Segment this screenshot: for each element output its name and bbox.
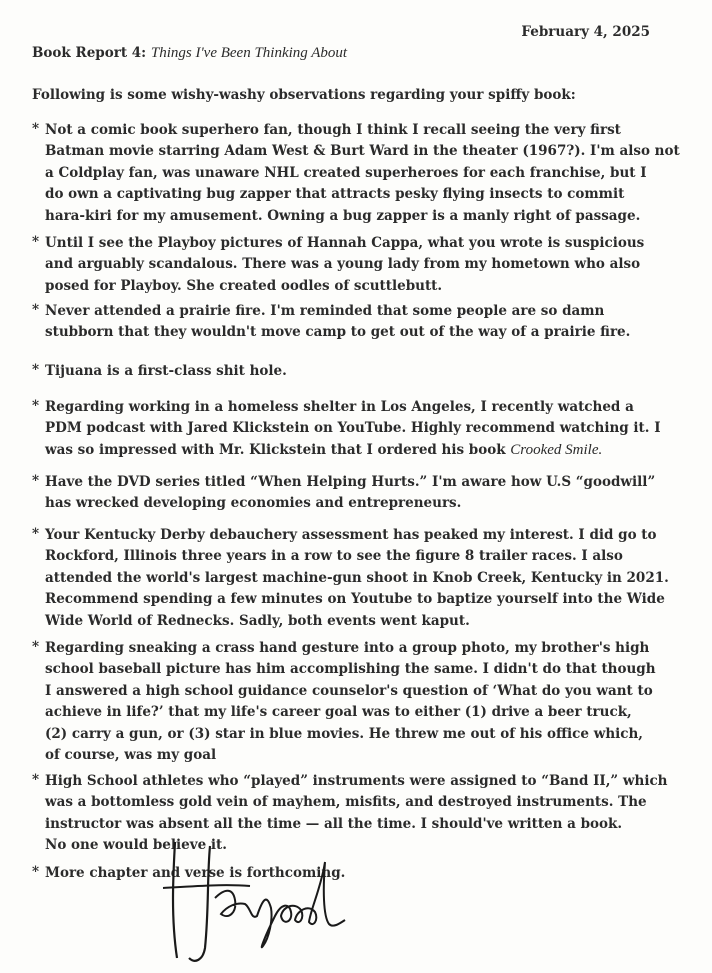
bullet-text bbox=[45, 233, 685, 297]
bullet-line-text: I answered a high school guidance counselor's question of ‘What do you want to bbox=[45, 682, 653, 699]
bullet-text bbox=[45, 361, 685, 382]
bullet-line-text: Not a comic book superhero fan, though I think I recall seeing the very first bbox=[45, 122, 621, 138]
bullet-line-text: was a bottomless gold vein of mayhem, misfits, and destroyed instruments. The bbox=[45, 794, 647, 811]
bullet-line bbox=[45, 659, 685, 680]
bullet-line-text: High School athletes who “played” instruments were assigned to “Band II,” which bbox=[45, 773, 668, 789]
bullet-line-text: More chapter and verse is forthcoming. bbox=[45, 865, 346, 881]
bullet-line-text: Regarding sneaking a crass hand gesture into a group photo, my brother's high bbox=[45, 640, 650, 656]
bullet-line bbox=[45, 724, 685, 745]
bullet-line-text: and arguably scandalous. There was a young lady from my hometown who also bbox=[45, 256, 641, 273]
bullet-line bbox=[45, 254, 685, 275]
bullet-line bbox=[45, 771, 685, 792]
bullet-line bbox=[45, 863, 685, 884]
bullet-line-text: Never attended a prairie fire. I'm reminded that some people are so damn bbox=[45, 303, 605, 319]
bullet-line-text: Your Kentucky Derby debauchery assessment has peaked my interest. I did go to bbox=[45, 527, 657, 543]
bullet-text bbox=[45, 120, 685, 227]
bullet-line bbox=[45, 702, 685, 723]
report-title bbox=[32, 45, 347, 62]
bullet-text bbox=[45, 472, 685, 515]
bullet-line bbox=[45, 681, 685, 702]
bullet-line-text: stubborn that they wouldn't move camp to get out of the way of a prairie fire. bbox=[45, 324, 631, 341]
bullet-line-text: Have the DVD series titled “When Helping Hurts.” I'm aware how U.S “goodwill” bbox=[45, 474, 656, 490]
bullet-line bbox=[45, 301, 685, 322]
bullet-line-text: PDM podcast with Jared Klickstein on YouTube. Highly recommend watching it. I bbox=[45, 420, 661, 437]
handwritten-signature bbox=[155, 828, 355, 968]
bullet-marker: * bbox=[32, 398, 40, 414]
bullet-line bbox=[45, 397, 685, 418]
bullet-line-text: Batman movie starring Adam West & Burt Ward in the theater (1967?). I'm also not bbox=[45, 143, 680, 160]
bullet-line-text: Recommend spending a few minutes on Youtube to baptize yourself into the Wide bbox=[45, 591, 665, 608]
bullet-line bbox=[45, 141, 685, 162]
bullet-line bbox=[45, 440, 685, 461]
bullet-line-text: hara-kiri for my amusement. Owning a bug zapper is a manly right of passage. bbox=[45, 207, 641, 224]
bullet-line bbox=[45, 525, 685, 546]
bullet-marker: * bbox=[32, 473, 40, 489]
report-title-prefix: Book Report 4: bbox=[32, 45, 147, 61]
book-title: Crooked Smile. bbox=[510, 441, 603, 458]
bullet-marker: * bbox=[32, 526, 40, 542]
bullet-line bbox=[45, 568, 685, 589]
bullet-line bbox=[45, 814, 685, 835]
bullet-line-text: school baseball picture has him accomplishing the same. I didn't do that though bbox=[45, 661, 656, 678]
bullet-line bbox=[45, 745, 685, 766]
bullet-line-text: Regarding working in a homeless shelter in Los Angeles, I recently watched a bbox=[45, 399, 634, 415]
bullet-line-text: (2) carry a gun, or (3) star in blue movies. He threw me out of his office which, bbox=[45, 725, 643, 742]
bullet-text bbox=[45, 863, 685, 884]
report-title-italic: Things I've Been Thinking About bbox=[150, 45, 348, 61]
bullet-marker: * bbox=[32, 864, 40, 880]
bullet-text bbox=[45, 397, 685, 461]
bullet-line-text: achieve in life?’ that my life's career goal was to either (1) drive a beer truck, bbox=[45, 704, 632, 721]
bullet-marker: * bbox=[32, 362, 40, 378]
bullet-text bbox=[45, 525, 685, 632]
bullet-line bbox=[45, 611, 685, 632]
bullet-line bbox=[45, 418, 685, 439]
bullet-line-text: a Coldplay fan, was unaware NHL created superheroes for each franchise, but I bbox=[45, 164, 647, 181]
bullet-line-text: Rockford, Illinois three years in a row to see the figure 8 trailer races. I also bbox=[45, 548, 623, 565]
bullet-line bbox=[45, 835, 685, 856]
bullet-line-text: has wrecked developing economies and entrepreneurs. bbox=[45, 495, 462, 512]
bullet-line bbox=[45, 233, 685, 254]
bullet-marker: * bbox=[32, 121, 40, 137]
bullet-line-text: No one would believe it. bbox=[45, 837, 227, 854]
bullet-marker: * bbox=[32, 639, 40, 655]
bullet-line bbox=[45, 472, 685, 493]
bullet-line bbox=[45, 322, 685, 343]
letter-date: February 4, 2025 bbox=[521, 24, 650, 40]
bullet-line-text: Until I see the Playboy pictures of Hannah Cappa, what you wrote is suspicious bbox=[45, 235, 645, 251]
bullet-line bbox=[45, 361, 685, 382]
bullet-text bbox=[45, 638, 685, 766]
bullet-line bbox=[45, 276, 685, 297]
bullet-line bbox=[45, 792, 685, 813]
bullet-text bbox=[45, 301, 685, 344]
bullet-line-text: attended the world's largest machine-gun shoot in Knob Creek, Kentucky in 2021. bbox=[45, 569, 669, 586]
bullet-line bbox=[45, 638, 685, 659]
bullet-line bbox=[45, 184, 685, 205]
bullet-text bbox=[45, 771, 685, 857]
bullet-line-text: do own a captivating bug zapper that attracts pesky flying insects to commit bbox=[45, 186, 625, 203]
bullet-line-text: Tijuana is a first-class shit hole. bbox=[45, 363, 287, 379]
bullet-line bbox=[45, 493, 685, 514]
bullet-line-text: posed for Playboy. She created oodles of scuttlebutt. bbox=[45, 277, 443, 294]
bullet-marker: * bbox=[32, 302, 40, 318]
bullet-line bbox=[45, 546, 685, 567]
bullet-line bbox=[45, 206, 685, 227]
bullet-line bbox=[45, 163, 685, 184]
bullet-marker: * bbox=[32, 772, 40, 788]
bullet-line bbox=[45, 120, 685, 141]
intro-paragraph: Following is some wishy-washy observations regarding your spiffy book: bbox=[32, 87, 576, 103]
bullet-line-text: of course, was my goal bbox=[45, 747, 217, 764]
bullet-marker: * bbox=[32, 234, 40, 250]
bullet-line-text: Wide World of Rednecks. Sadly, both events went kaput. bbox=[45, 612, 470, 629]
bullet-line-text: was so impressed with Mr. Klickstein that I ordered his book bbox=[45, 441, 506, 458]
bullet-line bbox=[45, 589, 685, 610]
bullet-line-text: instructor was absent all the time — all the time. I should've written a book. bbox=[45, 815, 623, 832]
